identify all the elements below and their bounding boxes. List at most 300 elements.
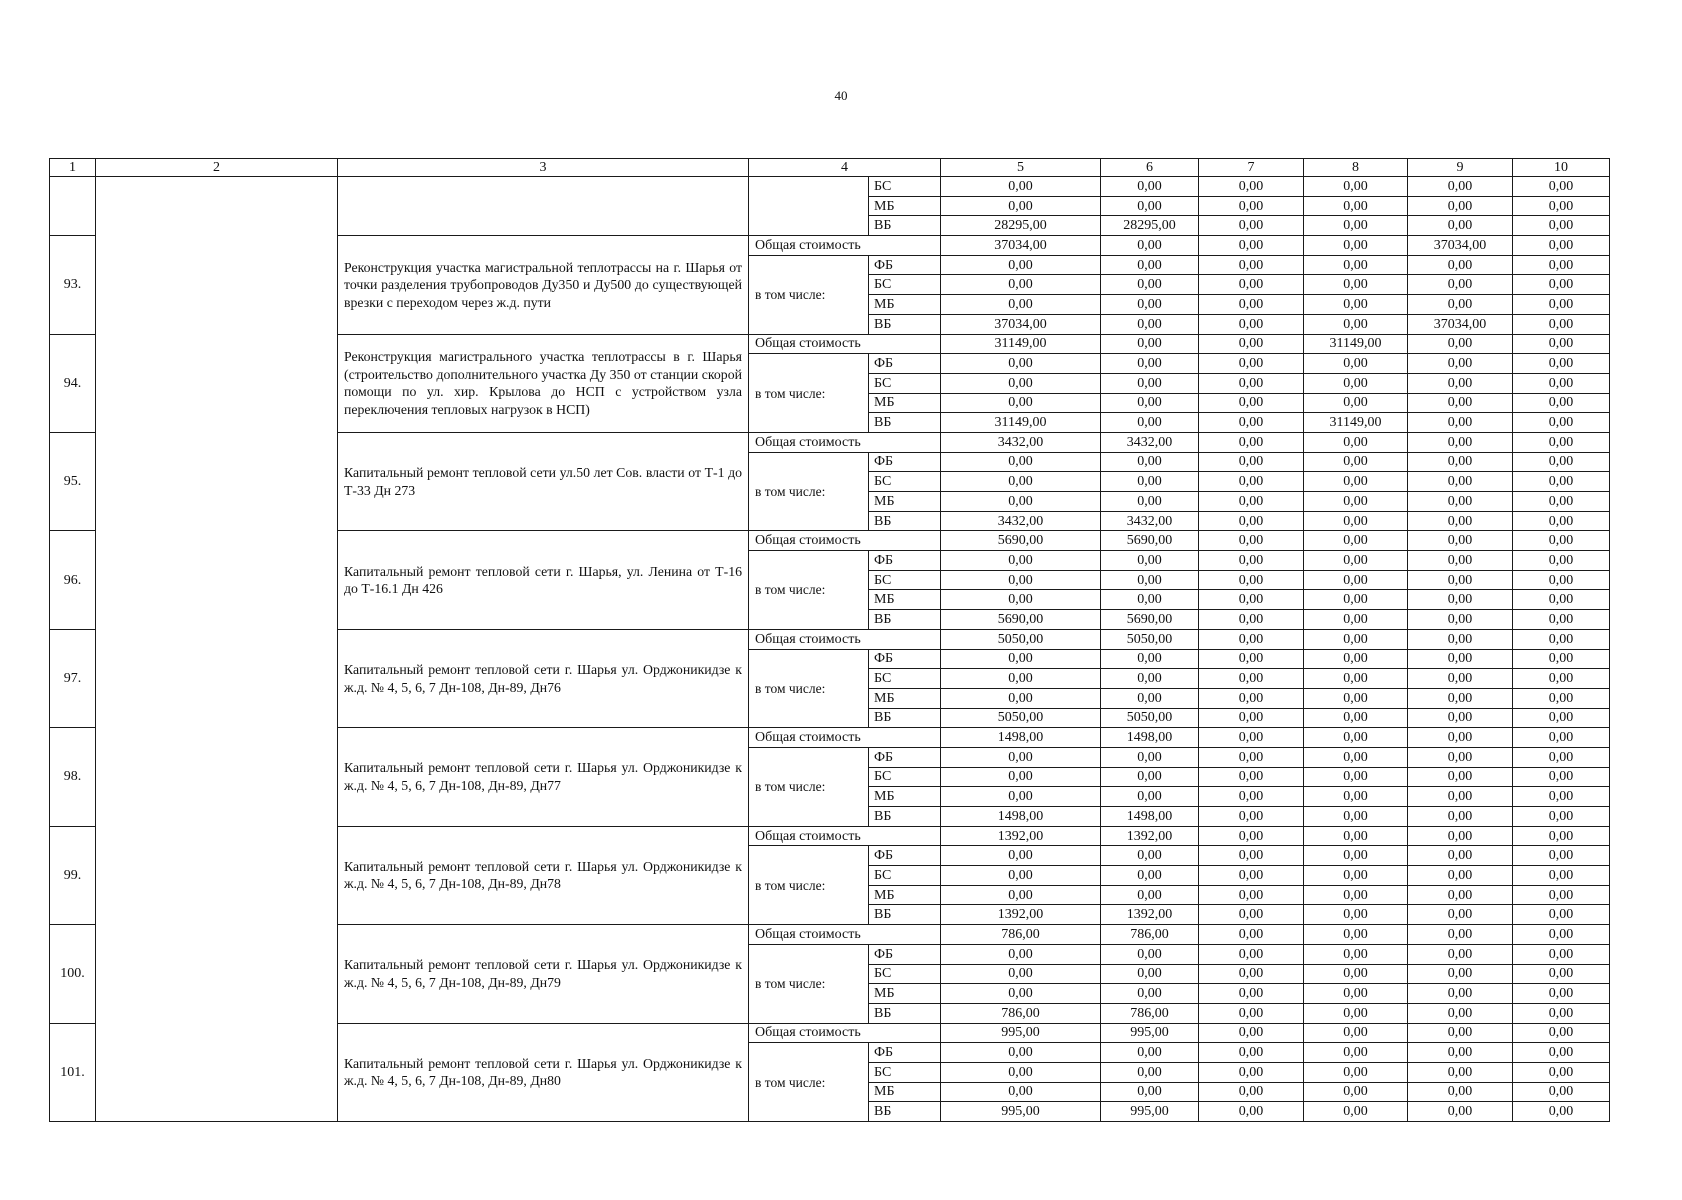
total-row-col7: 0,00 — [1199, 629, 1304, 649]
continuation-row-1-col6: 0,00 — [1101, 196, 1199, 216]
source-row-col9: 0,00 — [1408, 885, 1513, 905]
funding-source: ВБ — [869, 610, 941, 630]
source-row-col6: 0,00 — [1101, 570, 1199, 590]
source-row-col6: 995,00 — [1101, 1102, 1199, 1122]
total-row-col8: 0,00 — [1304, 1023, 1408, 1043]
source-row-col7: 0,00 — [1199, 373, 1304, 393]
source-row-col9: 0,00 — [1408, 492, 1513, 512]
source-row-col10: 0,00 — [1513, 866, 1610, 886]
source-row-col7: 0,00 — [1199, 944, 1304, 964]
funding-source: ФБ — [869, 846, 941, 866]
col-header-10: 10 — [1513, 159, 1610, 177]
total-cost-label: Общая стоимость — [749, 629, 869, 649]
source-row-col9: 0,00 — [1408, 1082, 1513, 1102]
source-row-col6: 0,00 — [1101, 354, 1199, 374]
total-cost-label: Общая стоимость — [749, 531, 869, 551]
source-row-col9: 0,00 — [1408, 1102, 1513, 1122]
source-row-col9: 0,00 — [1408, 373, 1513, 393]
source-row-col7: 0,00 — [1199, 747, 1304, 767]
funding-source: МБ — [869, 787, 941, 807]
total-row-col8: 0,00 — [1304, 629, 1408, 649]
source-row-col10: 0,00 — [1513, 964, 1610, 984]
total-row-col10: 0,00 — [1513, 826, 1610, 846]
source-row-col9: 0,00 — [1408, 984, 1513, 1004]
funding-source: МБ — [869, 1082, 941, 1102]
source-row-col6: 0,00 — [1101, 551, 1199, 571]
source-row-col7: 0,00 — [1199, 885, 1304, 905]
funding-source: МБ — [869, 688, 941, 708]
total-row-col9: 37034,00 — [1408, 236, 1513, 256]
funding-source: МБ — [869, 196, 941, 216]
entry-number: 93. — [50, 236, 96, 334]
source-row-col10: 0,00 — [1513, 610, 1610, 630]
total-cost-label: Общая стоимость — [749, 826, 869, 846]
source-row-col6: 786,00 — [1101, 1003, 1199, 1023]
source-row-col5: 0,00 — [941, 551, 1101, 571]
total-row-col10: 0,00 — [1513, 1023, 1610, 1043]
source-row-col6: 0,00 — [1101, 984, 1199, 1004]
source-row-col5: 0,00 — [941, 472, 1101, 492]
source-row-col5: 0,00 — [941, 747, 1101, 767]
source-row-col6: 0,00 — [1101, 590, 1199, 610]
source-row-col6: 0,00 — [1101, 275, 1199, 295]
total-cost-blank — [869, 826, 941, 846]
funding-source: ВБ — [869, 708, 941, 728]
source-row-col9: 0,00 — [1408, 610, 1513, 630]
col-header-8: 8 — [1304, 159, 1408, 177]
continuation-row-2-col8: 0,00 — [1304, 216, 1408, 236]
total-row-col6: 0,00 — [1101, 334, 1199, 354]
total-cost-label: Общая стоимость — [749, 334, 869, 354]
entry-description: Капитальный ремонт тепловой сети г. Шарья ул. Орджоникидзе к ж.д. № 4, 5, 6, 7 Дн-108, Дн-89, Дн79 — [338, 925, 749, 1023]
source-row-col5: 0,00 — [941, 767, 1101, 787]
total-row-col10: 0,00 — [1513, 728, 1610, 748]
total-cost-blank — [869, 629, 941, 649]
col-header-2: 2 — [96, 159, 338, 177]
total-row-col6: 5050,00 — [1101, 629, 1199, 649]
continuation-row-0-col8: 0,00 — [1304, 177, 1408, 197]
total-cost-label: Общая стоимость — [749, 432, 869, 452]
source-row-col5: 0,00 — [941, 373, 1101, 393]
source-row-col9: 0,00 — [1408, 551, 1513, 571]
source-row-col5: 31149,00 — [941, 413, 1101, 433]
source-row-col9: 0,00 — [1408, 570, 1513, 590]
total-cost-label: Общая стоимость — [749, 1023, 869, 1043]
funding-source: БС — [869, 964, 941, 984]
total-row-col6: 0,00 — [1101, 236, 1199, 256]
funding-source: ВБ — [869, 314, 941, 334]
source-row-col9: 0,00 — [1408, 255, 1513, 275]
total-row-col9: 0,00 — [1408, 826, 1513, 846]
source-row-col7: 0,00 — [1199, 413, 1304, 433]
source-row-col10: 0,00 — [1513, 1082, 1610, 1102]
continuation-row-0-col7: 0,00 — [1199, 177, 1304, 197]
source-row-col9: 0,00 — [1408, 747, 1513, 767]
entry-description: Капитальный ремонт тепловой сети г. Шарья ул. Орджоникидзе к ж.д. № 4, 5, 6, 7 Дн-108, Дн-89, Дн77 — [338, 728, 749, 826]
source-row-col5: 0,00 — [941, 452, 1101, 472]
source-row-col6: 3432,00 — [1101, 511, 1199, 531]
source-row-col10: 0,00 — [1513, 984, 1610, 1004]
source-row-col5: 0,00 — [941, 1082, 1101, 1102]
source-row-col10: 0,00 — [1513, 413, 1610, 433]
total-row-col8: 0,00 — [1304, 728, 1408, 748]
funding-source: МБ — [869, 492, 941, 512]
source-row-col8: 0,00 — [1304, 747, 1408, 767]
source-row-col6: 0,00 — [1101, 964, 1199, 984]
source-row-col6: 0,00 — [1101, 688, 1199, 708]
total-row-col7: 0,00 — [1199, 334, 1304, 354]
continuation-row-0-col9: 0,00 — [1408, 177, 1513, 197]
source-row-col5: 0,00 — [941, 590, 1101, 610]
source-row-col5: 1392,00 — [941, 905, 1101, 925]
total-row-col10: 0,00 — [1513, 629, 1610, 649]
entry-number: 94. — [50, 334, 96, 432]
source-row-col8: 0,00 — [1304, 472, 1408, 492]
continuation-row-2-col7: 0,00 — [1199, 216, 1304, 236]
source-row-col6: 0,00 — [1101, 669, 1199, 689]
funding-source: ВБ — [869, 511, 941, 531]
source-row-col5: 0,00 — [941, 295, 1101, 315]
entry-description: Капитальный ремонт тепловой сети ул.50 лет Сов. власти от Т-1 до Т-33 Дн 273 — [338, 432, 749, 530]
entry-description: Капитальный ремонт тепловой сети г. Шарья ул. Орджоникидзе к ж.д. № 4, 5, 6, 7 Дн-108, Дн-89, Дн80 — [338, 1023, 749, 1121]
including-label: в том числе: — [749, 551, 869, 630]
source-row-col8: 0,00 — [1304, 846, 1408, 866]
source-row-col10: 0,00 — [1513, 846, 1610, 866]
source-row-col9: 0,00 — [1408, 393, 1513, 413]
source-row-col7: 0,00 — [1199, 688, 1304, 708]
funding-source: ФБ — [869, 944, 941, 964]
source-row-col8: 0,00 — [1304, 393, 1408, 413]
source-row-col8: 0,00 — [1304, 984, 1408, 1004]
source-row-col5: 0,00 — [941, 649, 1101, 669]
source-row-col6: 0,00 — [1101, 767, 1199, 787]
source-row-col5: 995,00 — [941, 1102, 1101, 1122]
source-row-col9: 0,00 — [1408, 649, 1513, 669]
source-row-col6: 0,00 — [1101, 1062, 1199, 1082]
total-row-col7: 0,00 — [1199, 826, 1304, 846]
source-row-col9: 0,00 — [1408, 866, 1513, 886]
total-cost-blank — [869, 925, 941, 945]
source-row-col8: 0,00 — [1304, 1043, 1408, 1063]
source-row-col7: 0,00 — [1199, 452, 1304, 472]
total-row-col5: 995,00 — [941, 1023, 1101, 1043]
funding-source: ФБ — [869, 354, 941, 374]
source-row-col5: 0,00 — [941, 787, 1101, 807]
source-row-col10: 0,00 — [1513, 708, 1610, 728]
source-row-col10: 0,00 — [1513, 314, 1610, 334]
total-row-col7: 0,00 — [1199, 236, 1304, 256]
source-row-col10: 0,00 — [1513, 570, 1610, 590]
total-cost-label: Общая стоимость — [749, 236, 869, 256]
entry-description: Капитальный ремонт тепловой сети г. Шарья ул. Орджоникидзе к ж.д. № 4, 5, 6, 7 Дн-108, Дн-89, Дн78 — [338, 826, 749, 924]
including-label: в том числе: — [749, 255, 869, 334]
source-row-col8: 0,00 — [1304, 373, 1408, 393]
source-row-col5: 0,00 — [941, 393, 1101, 413]
source-row-col5: 5050,00 — [941, 708, 1101, 728]
total-row-col9: 0,00 — [1408, 925, 1513, 945]
source-row-col10: 0,00 — [1513, 472, 1610, 492]
source-row-col9: 0,00 — [1408, 905, 1513, 925]
entry-description: Реконструкция участка магистральной теплотрассы на г. Шарья от точки разделения трубопроводов Ду350 и Ду500 до существующей врезки с переходом через ж.д. пути — [338, 236, 749, 334]
source-row-col7: 0,00 — [1199, 590, 1304, 610]
including-label: в том числе: — [749, 747, 869, 826]
source-row-col10: 0,00 — [1513, 295, 1610, 315]
total-cost-blank — [869, 1023, 941, 1043]
source-row-col6: 1392,00 — [1101, 905, 1199, 925]
source-row-col6: 0,00 — [1101, 255, 1199, 275]
source-row-col8: 0,00 — [1304, 885, 1408, 905]
source-row-col8: 0,00 — [1304, 944, 1408, 964]
funding-source: ВБ — [869, 905, 941, 925]
total-row-col10: 0,00 — [1513, 334, 1610, 354]
source-row-col6: 0,00 — [1101, 314, 1199, 334]
funding-source: МБ — [869, 590, 941, 610]
total-row-col10: 0,00 — [1513, 432, 1610, 452]
continuation-row-0-col5: 0,00 — [941, 177, 1101, 197]
total-row-col6: 1498,00 — [1101, 728, 1199, 748]
continuation-row-0-col10: 0,00 — [1513, 177, 1610, 197]
including-label: в том числе: — [749, 649, 869, 728]
source-row-col10: 0,00 — [1513, 255, 1610, 275]
source-row-col8: 0,00 — [1304, 354, 1408, 374]
including-label: в том числе: — [749, 846, 869, 925]
total-cost-blank — [869, 236, 941, 256]
source-row-col8: 0,00 — [1304, 255, 1408, 275]
source-row-col7: 0,00 — [1199, 649, 1304, 669]
col-header-6: 6 — [1101, 159, 1199, 177]
source-row-col9: 0,00 — [1408, 1003, 1513, 1023]
including-label: в том числе: — [749, 944, 869, 1023]
source-row-col8: 0,00 — [1304, 275, 1408, 295]
source-row-col6: 0,00 — [1101, 413, 1199, 433]
col-header-4: 4 — [749, 159, 941, 177]
source-row-col10: 0,00 — [1513, 787, 1610, 807]
source-row-col8: 0,00 — [1304, 807, 1408, 827]
source-row-col6: 0,00 — [1101, 492, 1199, 512]
source-row-col9: 0,00 — [1408, 1043, 1513, 1063]
source-row-col8: 0,00 — [1304, 1082, 1408, 1102]
source-row-col10: 0,00 — [1513, 944, 1610, 964]
source-row-col7: 0,00 — [1199, 1102, 1304, 1122]
source-row-col9: 0,00 — [1408, 452, 1513, 472]
source-row-col7: 0,00 — [1199, 570, 1304, 590]
source-row-col7: 0,00 — [1199, 905, 1304, 925]
source-row-col8: 0,00 — [1304, 1003, 1408, 1023]
col-header-9: 9 — [1408, 159, 1513, 177]
source-row-col9: 0,00 — [1408, 275, 1513, 295]
source-row-col10: 0,00 — [1513, 590, 1610, 610]
entry-description: Капитальный ремонт тепловой сети г. Шарья, ул. Ленина от Т-16 до Т-16.1 Дн 426 — [338, 531, 749, 629]
continuation-row-1-col9: 0,00 — [1408, 196, 1513, 216]
source-row-col9: 0,00 — [1408, 807, 1513, 827]
source-row-col5: 0,00 — [941, 255, 1101, 275]
source-row-col8: 0,00 — [1304, 964, 1408, 984]
source-row-col8: 0,00 — [1304, 905, 1408, 925]
source-row-col7: 0,00 — [1199, 492, 1304, 512]
source-row-col5: 3432,00 — [941, 511, 1101, 531]
source-row-col7: 0,00 — [1199, 767, 1304, 787]
total-row-col6: 1392,00 — [1101, 826, 1199, 846]
total-row-col9: 0,00 — [1408, 1023, 1513, 1043]
source-row-col6: 0,00 — [1101, 747, 1199, 767]
funding-source: ФБ — [869, 255, 941, 275]
col-header-3: 3 — [338, 159, 749, 177]
funding-source: ФБ — [869, 551, 941, 571]
total-row-col8: 0,00 — [1304, 236, 1408, 256]
continuation-row-1-col7: 0,00 — [1199, 196, 1304, 216]
source-row-col7: 0,00 — [1199, 1043, 1304, 1063]
total-row-col6: 995,00 — [1101, 1023, 1199, 1043]
source-row-col8: 0,00 — [1304, 492, 1408, 512]
source-row-col9: 0,00 — [1408, 688, 1513, 708]
entry-number: 95. — [50, 432, 96, 530]
source-row-col8: 0,00 — [1304, 570, 1408, 590]
source-row-col6: 0,00 — [1101, 373, 1199, 393]
funding-source: ВБ — [869, 1102, 941, 1122]
total-cost-blank — [869, 728, 941, 748]
source-row-col9: 0,00 — [1408, 767, 1513, 787]
funding-source: БС — [869, 275, 941, 295]
source-row-col5: 0,00 — [941, 964, 1101, 984]
source-row-col10: 0,00 — [1513, 373, 1610, 393]
funding-source: МБ — [869, 393, 941, 413]
total-row-col5: 31149,00 — [941, 334, 1101, 354]
total-row-col5: 1498,00 — [941, 728, 1101, 748]
source-row-col7: 0,00 — [1199, 393, 1304, 413]
source-row-col10: 0,00 — [1513, 669, 1610, 689]
entry-number: 96. — [50, 531, 96, 629]
source-row-col9: 0,00 — [1408, 787, 1513, 807]
source-row-col7: 0,00 — [1199, 275, 1304, 295]
total-cost-label: Общая стоимость — [749, 925, 869, 945]
source-row-col8: 0,00 — [1304, 669, 1408, 689]
total-row-col6: 3432,00 — [1101, 432, 1199, 452]
including-label: в том числе: — [749, 1043, 869, 1122]
total-row-col6: 786,00 — [1101, 925, 1199, 945]
source-row-col5: 0,00 — [941, 1062, 1101, 1082]
total-row-col7: 0,00 — [1199, 1023, 1304, 1043]
source-row-col8: 31149,00 — [1304, 413, 1408, 433]
source-row-col8: 0,00 — [1304, 314, 1408, 334]
source-row-col7: 0,00 — [1199, 511, 1304, 531]
continuation-row-1-col10: 0,00 — [1513, 196, 1610, 216]
total-row-col8: 31149,00 — [1304, 334, 1408, 354]
entry-number: 98. — [50, 728, 96, 826]
funding-source: ФБ — [869, 649, 941, 669]
source-row-col8: 0,00 — [1304, 295, 1408, 315]
source-row-col7: 0,00 — [1199, 472, 1304, 492]
source-row-col10: 0,00 — [1513, 354, 1610, 374]
source-row-col6: 5050,00 — [1101, 708, 1199, 728]
col-header-1: 1 — [50, 159, 96, 177]
source-row-col8: 0,00 — [1304, 708, 1408, 728]
total-cost-blank — [869, 432, 941, 452]
source-row-col10: 0,00 — [1513, 393, 1610, 413]
col-header-5: 5 — [941, 159, 1101, 177]
source-row-col10: 0,00 — [1513, 688, 1610, 708]
entry-description: Капитальный ремонт тепловой сети г. Шарья ул. Орджоникидзе к ж.д. № 4, 5, 6, 7 Дн-108, Дн-89, Дн76 — [338, 629, 749, 727]
source-row-col8: 0,00 — [1304, 649, 1408, 669]
source-row-col10: 0,00 — [1513, 767, 1610, 787]
funding-source: МБ — [869, 295, 941, 315]
total-row-col7: 0,00 — [1199, 925, 1304, 945]
total-row-col5: 37034,00 — [941, 236, 1101, 256]
total-row-col9: 0,00 — [1408, 334, 1513, 354]
funding-source: ФБ — [869, 747, 941, 767]
source-row-col5: 0,00 — [941, 669, 1101, 689]
source-row-col9: 0,00 — [1408, 413, 1513, 433]
total-row-col5: 3432,00 — [941, 432, 1101, 452]
source-row-col9: 0,00 — [1408, 944, 1513, 964]
source-row-col7: 0,00 — [1199, 295, 1304, 315]
source-row-col10: 0,00 — [1513, 885, 1610, 905]
continuation-row-2-col9: 0,00 — [1408, 216, 1513, 236]
total-row-col8: 0,00 — [1304, 432, 1408, 452]
source-row-col5: 0,00 — [941, 354, 1101, 374]
source-row-col10: 0,00 — [1513, 747, 1610, 767]
source-row-col10: 0,00 — [1513, 275, 1610, 295]
funding-source: БС — [869, 767, 941, 787]
budget-table — [49, 158, 1610, 1122]
entry-number: 100. — [50, 925, 96, 1023]
source-row-col6: 0,00 — [1101, 846, 1199, 866]
source-row-col8: 0,00 — [1304, 688, 1408, 708]
source-row-col7: 0,00 — [1199, 314, 1304, 334]
source-row-col7: 0,00 — [1199, 846, 1304, 866]
total-row-col8: 0,00 — [1304, 826, 1408, 846]
including-label: в том числе: — [749, 452, 869, 531]
funding-source: ФБ — [869, 452, 941, 472]
source-row-col7: 0,00 — [1199, 1082, 1304, 1102]
source-row-col6: 0,00 — [1101, 1082, 1199, 1102]
source-row-col7: 0,00 — [1199, 551, 1304, 571]
source-row-col9: 37034,00 — [1408, 314, 1513, 334]
entry-number: 101. — [50, 1023, 96, 1121]
continuation-row-1-col5: 0,00 — [941, 196, 1101, 216]
continuation-row-2-col5: 28295,00 — [941, 216, 1101, 236]
funding-source: БС — [869, 177, 941, 197]
source-row-col7: 0,00 — [1199, 708, 1304, 728]
source-row-col6: 0,00 — [1101, 649, 1199, 669]
source-row-col8: 0,00 — [1304, 610, 1408, 630]
source-row-col9: 0,00 — [1408, 354, 1513, 374]
source-row-col10: 0,00 — [1513, 1043, 1610, 1063]
source-row-col9: 0,00 — [1408, 472, 1513, 492]
source-row-col8: 0,00 — [1304, 767, 1408, 787]
total-row-col9: 0,00 — [1408, 728, 1513, 748]
source-row-col5: 0,00 — [941, 492, 1101, 512]
source-row-col7: 0,00 — [1199, 964, 1304, 984]
table-row — [50, 177, 1610, 197]
total-row-col9: 0,00 — [1408, 629, 1513, 649]
total-row-col7: 0,00 — [1199, 531, 1304, 551]
column-2-merged-cell — [96, 177, 338, 1122]
source-row-col5: 0,00 — [941, 1043, 1101, 1063]
total-cost-blank — [869, 531, 941, 551]
source-row-col6: 0,00 — [1101, 452, 1199, 472]
source-row-col8: 0,00 — [1304, 787, 1408, 807]
source-row-col5: 0,00 — [941, 866, 1101, 886]
funding-source: БС — [869, 1062, 941, 1082]
source-row-col8: 0,00 — [1304, 866, 1408, 886]
source-row-col5: 1498,00 — [941, 807, 1101, 827]
source-row-col5: 37034,00 — [941, 314, 1101, 334]
source-row-col7: 0,00 — [1199, 669, 1304, 689]
source-row-col6: 0,00 — [1101, 295, 1199, 315]
source-row-col5: 0,00 — [941, 944, 1101, 964]
source-row-col10: 0,00 — [1513, 452, 1610, 472]
source-row-col7: 0,00 — [1199, 807, 1304, 827]
